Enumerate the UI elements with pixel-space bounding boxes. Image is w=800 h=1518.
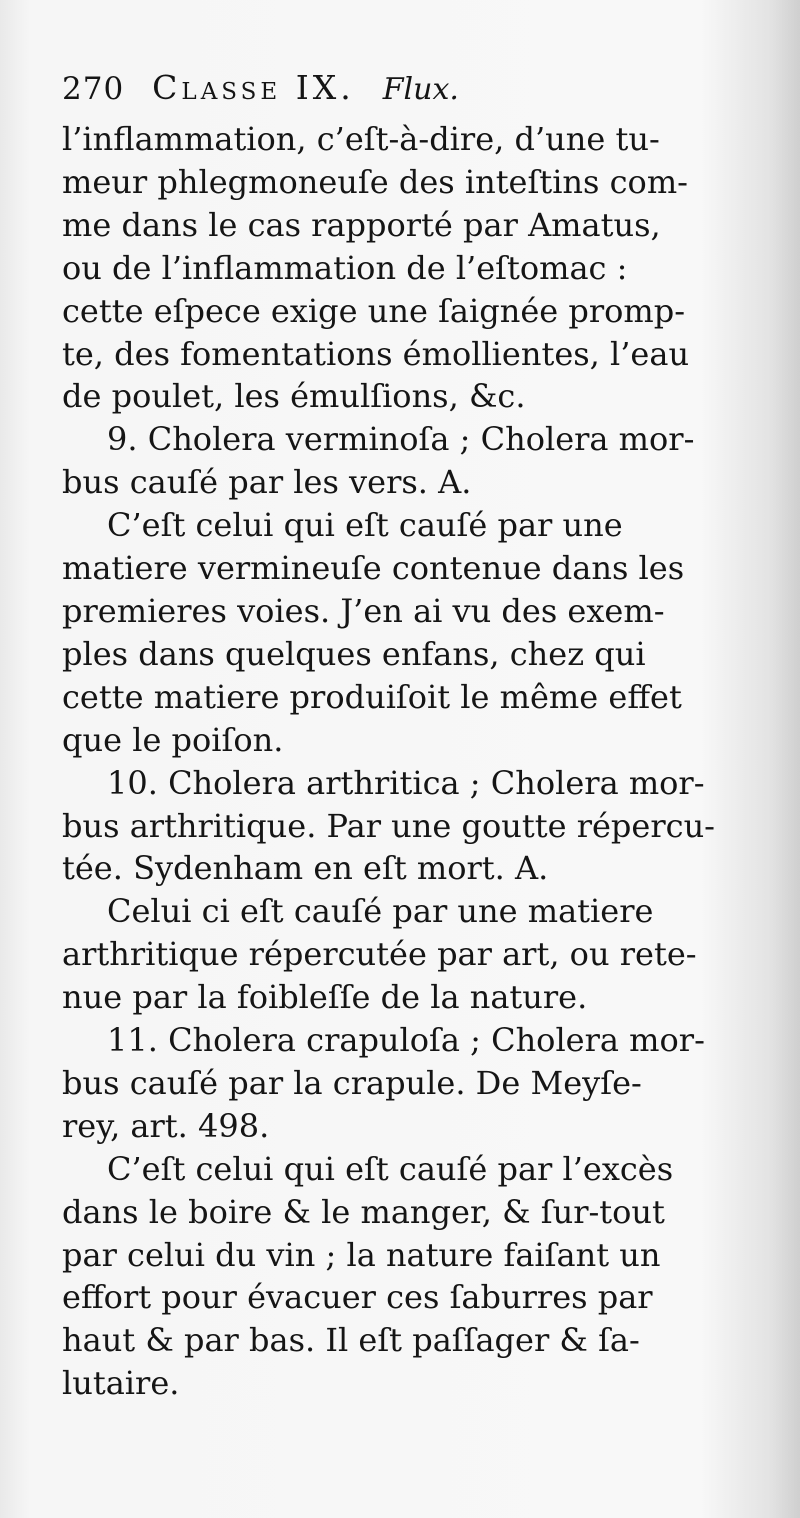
- text-line: haut & par bas. Il eſt paſſager & ſa-: [62, 1321, 640, 1360]
- class-title: Classe IX.: [152, 68, 355, 107]
- text-line: bus cauſé par la crapule. De Meyſe-: [62, 1063, 642, 1102]
- text-line: que le poiſon.: [62, 720, 284, 759]
- text-line: arthritique répercutée par art, ou rete-: [62, 935, 697, 974]
- text-line: tée. Sydenham en eſt mort. A.: [62, 849, 549, 888]
- text-line: ou de l’inflammation de l’eſtomac :: [62, 248, 628, 287]
- text-line: meur phlegmoneuſe des inteſtins com-: [62, 162, 688, 201]
- paragraph-2: [62, 418, 732, 504]
- paragraph-3: [62, 504, 732, 761]
- text-line: 10. Cholera arthritica ; Cholera mor-: [107, 763, 705, 802]
- paragraph-6: [62, 1019, 732, 1148]
- page-number: 270: [62, 71, 125, 107]
- text-line: cette matiere produiſoit le même effet: [62, 677, 682, 716]
- paragraph-5: [62, 890, 732, 1019]
- text-line: 11. Cholera crapuloſa ; Cholera mor-: [107, 1021, 705, 1060]
- text-line: cette eſpece exige une ſaignée promp-: [62, 291, 686, 330]
- text-line: l’inflammation, c’eſt-à-dire, d’une tu-: [62, 120, 660, 158]
- text-line: bus cauſé par les vers. A.: [62, 463, 472, 502]
- text-line: de poulet, les émulſions, &c.: [62, 377, 526, 416]
- text-line: dans le boire & le manger, & ſur-tout: [62, 1192, 665, 1231]
- text-line: effort pour évacuer ces ſaburres par: [62, 1278, 653, 1317]
- text-line: C’eſt celui qui eſt cauſé par l’excès: [107, 1149, 674, 1188]
- text-line: lutaire.: [62, 1364, 180, 1403]
- text-line: 9. Cholera verminoſa ; Cholera mor-: [107, 420, 695, 459]
- text-line: ples dans quelques enfans, chez qui: [62, 634, 646, 673]
- paragraph-1: [62, 118, 732, 418]
- text-line: te, des fomentations émollientes, l’eau: [62, 334, 690, 373]
- text-line: par celui du vin ; la nature faiſant un: [62, 1235, 661, 1274]
- text-line: premieres voies. J’en ai vu des exem-: [62, 591, 665, 630]
- text-line: nue par la foibleſſe de la nature.: [62, 978, 588, 1017]
- running-header: [62, 58, 732, 118]
- paragraph-4: [62, 762, 732, 891]
- text-line: matiere vermineuſe contenue dans les: [62, 549, 685, 588]
- text-line: me dans le cas rapporté par Amatus,: [62, 205, 661, 244]
- text-line: Celui ci eſt cauſé par une matiere: [107, 892, 654, 931]
- text-line: rey, art. 498.: [62, 1106, 270, 1145]
- text-line: C’eſt celui qui eſt cauſé par une: [107, 506, 623, 545]
- page-text: [62, 58, 732, 1405]
- text-line: bus arthritique. Par une goutte répercu-: [62, 806, 715, 845]
- paragraph-7: [62, 1148, 732, 1405]
- section-title: Flux.: [382, 72, 459, 107]
